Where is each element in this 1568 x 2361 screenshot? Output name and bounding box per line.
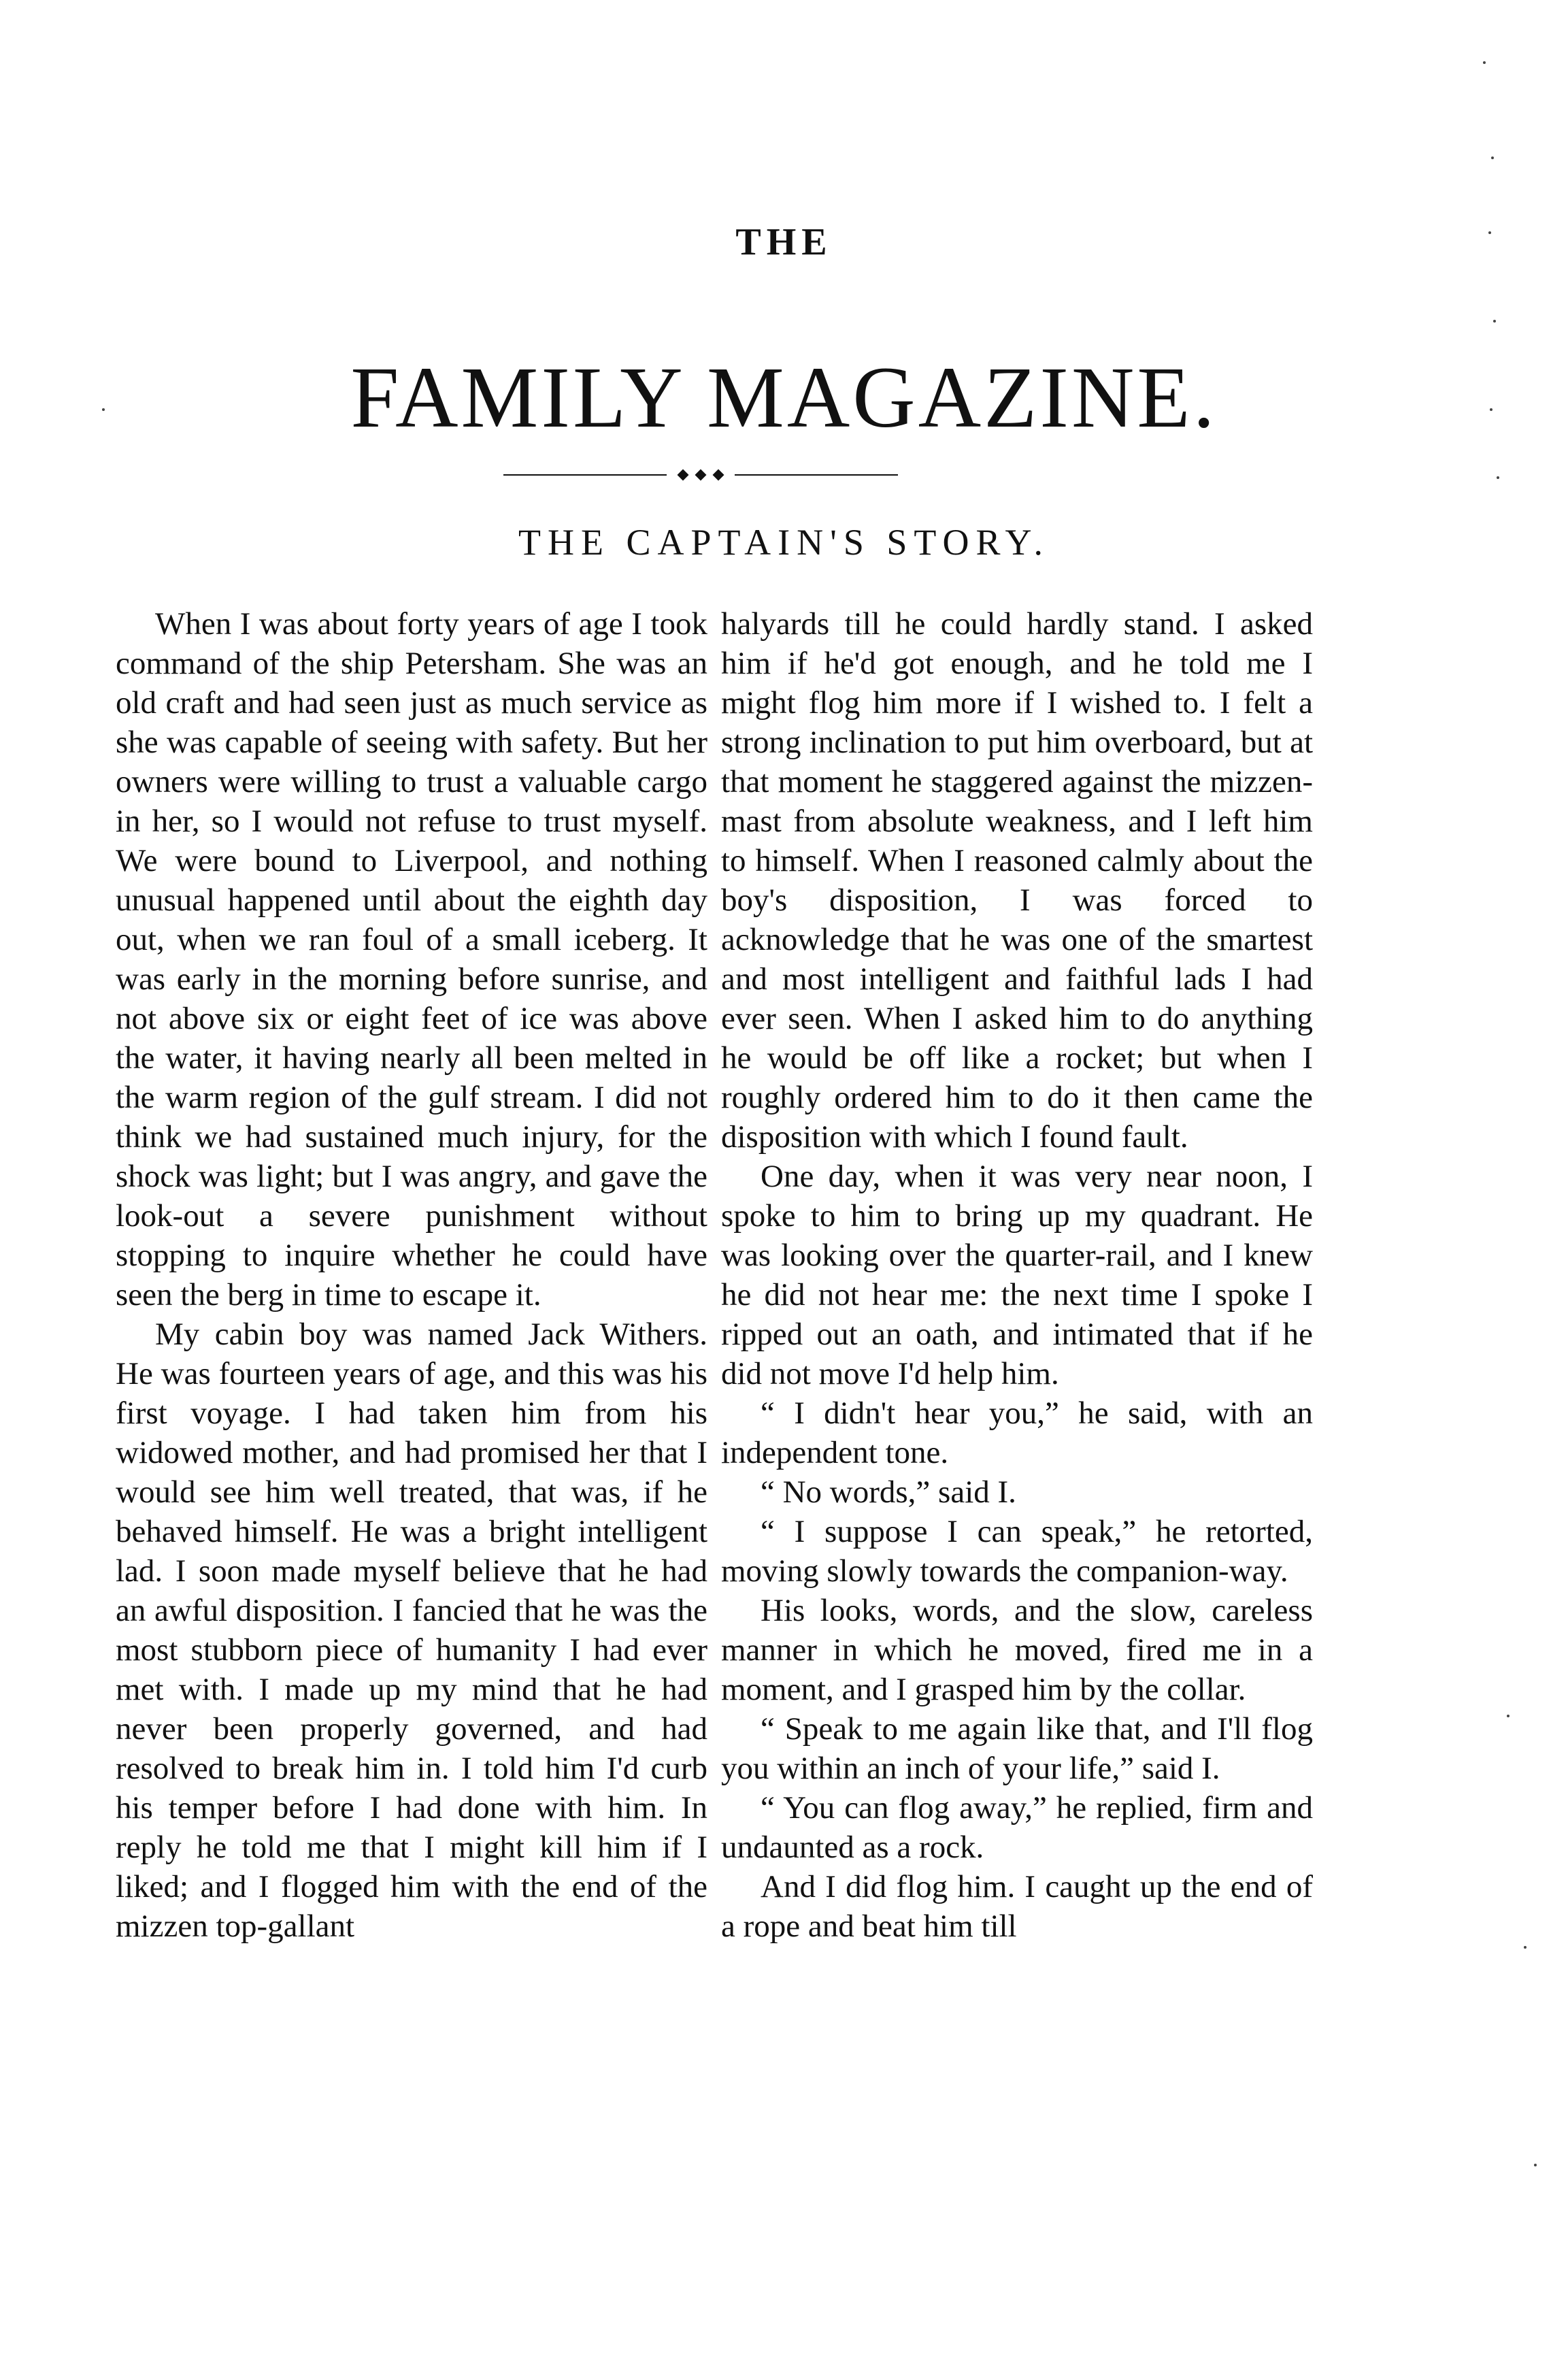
speck xyxy=(1493,320,1496,323)
paragraph: One day, when it was very near noon, I spoke to him to bring up my quadrant. He was looking over the quarter-rail, and I knew he did not hear me: the next time I spoke I ripped out an oath, and intimated that if he did not move I'd help him. xyxy=(721,1159,1313,1391)
paragraph: “ I didn't hear you,” he said, with an independent tone. xyxy=(721,1396,1313,1470)
story-title: THE CAPTAIN'S STORY. xyxy=(518,522,1050,563)
paragraph: And I did flog him. I caught up the end of a rope and beat him till xyxy=(721,1869,1313,1944)
paragraph: “ You can flog away,” he replied, firm and undaunted as a rock. xyxy=(721,1790,1313,1865)
speck xyxy=(1507,1715,1509,1717)
paragraph: When I was about forty years of age I took command of the ship Petersham. She was an old craft and had seen just as much service as she was capable of seeing with safety. But her owners were willing to trust a valuable cargo in her, so I would not refuse to trust myself. We were bound to Liverpool, and nothing unusual happened until about the eighth day out, when we ran foul of a small iceberg. It was early in the morning before sunrise, and not above six or eight feet of ice was above the water, it having nearly all been melted in the warm region of the gulf stream. I did not think we had sustained much injury, for the shock was light; but I was angry, and gave the look-out a severe punishment without stopping to inquire whether he could have seen the berg in time to escape it. xyxy=(116,606,707,1312)
speck xyxy=(1488,231,1491,234)
ornament-diamond xyxy=(678,469,689,481)
title-ornament xyxy=(503,467,898,483)
paragraph: My cabin boy was named Jack Withers. He was fourteen years of age, and this was his first voyage. I had taken him from his widowed mother, and had promised her that I would see him well treated, that was, if he behaved himself. He was a bright intelligent lad. I soon made myself believe that he had an awful disposition. I fancied that he was the most stubborn piece of humanity I had ever met with. I made up my mind that he had never been properly governed, and had resolved to break him in. I told him I'd curb his temper before I had done with him. In reply he told me that I might kill him if I liked; and I flogged him with the end of the mizzen top-gallant xyxy=(116,1317,707,1944)
masthead-the: THE xyxy=(735,221,833,263)
speck xyxy=(1491,156,1494,159)
right-column xyxy=(721,604,1313,2298)
ornament-diamond xyxy=(713,469,724,481)
paragraph: “ Speak to me again like that, and I'll flog you within an inch of your life,” said I. xyxy=(721,1711,1313,1786)
speck xyxy=(1534,2164,1537,2166)
speck xyxy=(1524,1946,1527,1949)
paragraph: “ No words,” said I. xyxy=(761,1474,1016,1510)
paragraph: His looks, words, and the slow, careless manner in which he moved, fired me in a moment, and I grasped him by the collar. xyxy=(721,1593,1313,1707)
speck xyxy=(1497,476,1499,479)
speck xyxy=(1490,408,1492,411)
paragraph: “ I suppose I can speak,” he retorted, moving slowly towards the companion-way. xyxy=(721,1514,1313,1589)
paragraph: halyards till he could hardly stand. I asked him if he'd got enough, and he told me I might flog him more if I wished to. I felt a strong inclination to put him overboard, but at that moment he staggered against the mizzen-mast from absolute weakness, and I left him to himself. When I reasoned calmly about the boy's disposition, I was forced to acknowledge that he was one of the smartest and most intelligent and faithful lads I had ever seen. When I asked him to do anything he would be off like a rocket; but when I roughly ordered him to do it then came the disposition with which I found fault. xyxy=(721,606,1313,1155)
ornament-rule-right xyxy=(735,474,898,476)
ornament-rule-left xyxy=(503,474,667,476)
left-column xyxy=(116,604,707,2298)
speck xyxy=(102,408,105,411)
ornament-diamond xyxy=(695,469,707,481)
speck xyxy=(1483,61,1486,64)
masthead-title: FAMILY MAGAZINE. xyxy=(350,349,1218,446)
